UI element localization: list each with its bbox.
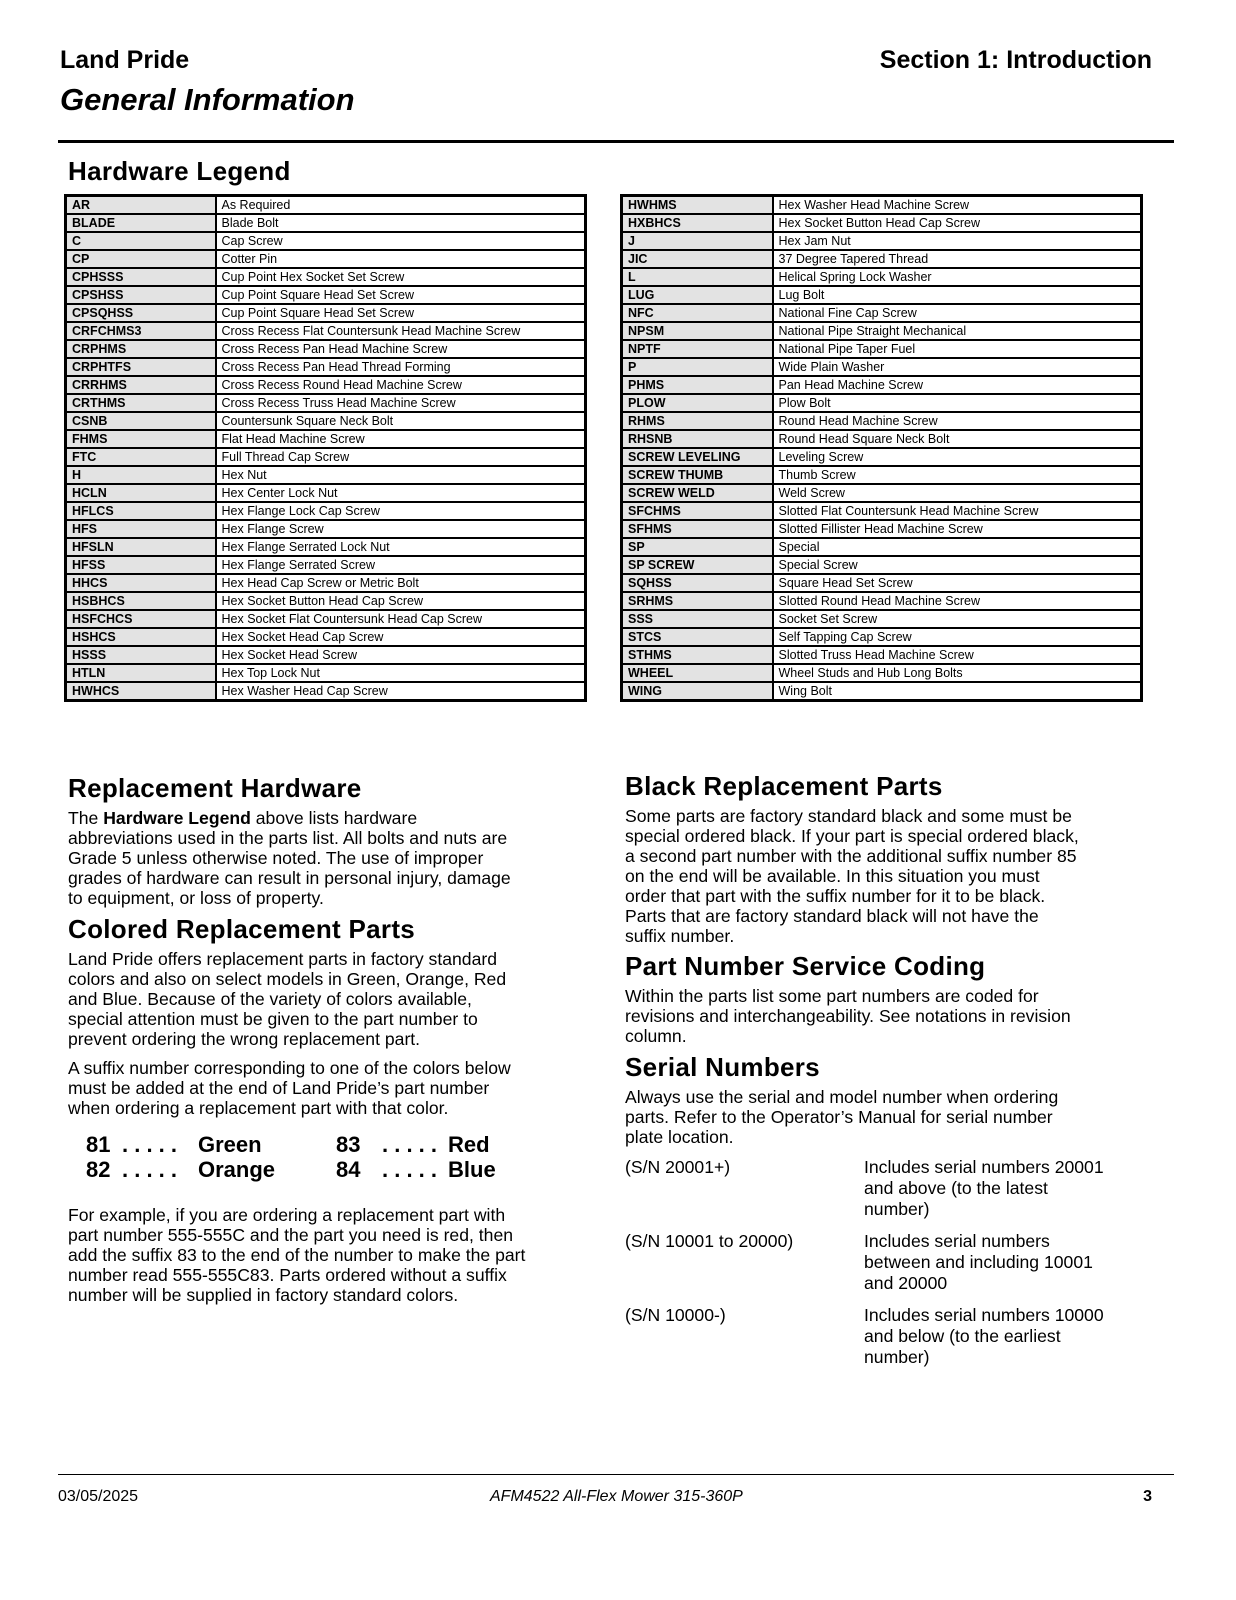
legend-row (622, 574, 1142, 592)
hardware-legend-table-left (64, 194, 587, 702)
legend-description: Slotted Fillister Head Machine Screw (773, 520, 1142, 538)
legend-description: Pan Head Machine Screw (773, 376, 1142, 394)
replacement-hardware-text (68, 808, 588, 908)
legend-row (622, 448, 1142, 466)
legend-row (622, 358, 1142, 376)
legend-abbreviation: BLADE (66, 214, 216, 232)
legend-abbreviation: NPSM (622, 322, 773, 340)
legend-abbreviation: PLOW (622, 394, 773, 412)
text-line: Includes serial numbers 20001 (864, 1157, 1104, 1177)
colored-parts-para-1 (68, 949, 588, 1049)
legend-description: Hex Socket Head Cap Screw (216, 628, 586, 646)
legend-description: Cross Recess Pan Head Thread Forming (216, 358, 586, 376)
legend-row (66, 232, 586, 250)
text-line: Land Pride offers replacement parts in factory standard (68, 949, 498, 969)
page-number: 3 (1143, 1488, 1152, 1505)
legend-description: Special Screw (773, 556, 1142, 574)
legend-row (66, 358, 586, 376)
legend-row (66, 628, 586, 646)
legend-abbreviation: RHSNB (622, 430, 773, 448)
legend-description: National Pipe Taper Fuel (773, 340, 1142, 358)
legend-abbreviation: HSBHCS (66, 592, 216, 610)
legend-abbreviation: HXBHCS (622, 214, 773, 232)
legend-row (622, 592, 1142, 610)
footer-document-title: AFM4522 All-Flex Mower 315-360P (490, 1488, 743, 1505)
legend-row (66, 394, 586, 412)
black-parts-text (625, 806, 1155, 946)
hardware-legend-heading: Hardware Legend (68, 156, 291, 186)
legend-abbreviation: HFS (66, 520, 216, 538)
color-name: Orange (198, 1157, 276, 1182)
section-title: Section 1: Introduction (879, 46, 1152, 74)
legend-abbreviation: SRHMS (622, 592, 773, 610)
replacement-hardware-line: to equipment, or loss of property. (68, 888, 324, 908)
legend-row (66, 376, 586, 394)
legend-description: Hex Center Lock Nut (216, 484, 586, 502)
legend-description: Leveling Screw (773, 448, 1142, 466)
legend-abbreviation: HSFCHCS (66, 610, 216, 628)
legend-description: Hex Socket Button Head Cap Screw (216, 592, 586, 610)
text-line: Within the parts list some part numbers are coded for (625, 986, 1039, 1006)
legend-description: Weld Screw (773, 484, 1142, 502)
legend-row (622, 412, 1142, 430)
legend-description: Wheel Studs and Hub Long Bolts (773, 664, 1142, 682)
legend-description: Special (773, 538, 1142, 556)
legend-row (622, 394, 1142, 412)
legend-description: As Required (216, 196, 586, 215)
legend-description: Helical Spring Lock Washer (773, 268, 1142, 286)
text-line: add the suffix 83 to the end of the number to make the part (68, 1245, 526, 1265)
legend-abbreviation: HHCS (66, 574, 216, 592)
text-line: and 20000 (864, 1273, 948, 1293)
legend-abbreviation: SP (622, 538, 773, 556)
legend-description: Hex Washer Head Machine Screw (773, 196, 1142, 215)
legend-description: Cross Recess Pan Head Machine Screw (216, 340, 586, 358)
text-line: Parts that are factory standard black will not have the (625, 906, 1039, 926)
text-line: colors and also on select models in Green, Orange, Red (68, 969, 507, 989)
legend-description: Cross Recess Round Head Machine Screw (216, 376, 586, 394)
color-dots: . . . . . (122, 1132, 178, 1157)
legend-description: Round Head Square Neck Bolt (773, 430, 1142, 448)
legend-description: Cross Recess Flat Countersunk Head Machine Screw (216, 322, 586, 340)
text-line: A suffix number corresponding to one of the colors below (68, 1058, 511, 1078)
legend-row (622, 196, 1142, 215)
legend-abbreviation: C (66, 232, 216, 250)
text-line: suffix number. (625, 926, 735, 946)
black-parts-heading: Black Replacement Parts (625, 771, 943, 801)
legend-row (622, 682, 1142, 701)
text-line: Includes serial numbers 10000 (864, 1305, 1104, 1325)
text-line: Always use the serial and model number when ordering (625, 1087, 1059, 1107)
legend-row (66, 214, 586, 232)
legend-abbreviation: HFSLN (66, 538, 216, 556)
color-name: Blue (448, 1157, 496, 1182)
legend-description: Hex Socket Button Head Cap Screw (773, 214, 1142, 232)
legend-abbreviation: CRPHMS (66, 340, 216, 358)
legend-row (66, 610, 586, 628)
text-line: number will be supplied in factory standard colors. (68, 1285, 459, 1305)
legend-abbreviation: RHMS (622, 412, 773, 430)
text-line: For example, if you are ordering a replacement part with (68, 1205, 506, 1225)
color-code: 81 (86, 1132, 111, 1157)
text-line: when ordering a replacement part with that color. (68, 1098, 449, 1118)
legend-description: Hex Socket Head Screw (216, 646, 586, 664)
color-code: 82 (86, 1157, 111, 1182)
legend-row (66, 250, 586, 268)
legend-row (66, 574, 586, 592)
legend-description: Hex Flange Serrated Screw (216, 556, 586, 574)
page-title: General Information (60, 82, 355, 117)
legend-row (66, 502, 586, 520)
color-name: Green (198, 1132, 262, 1157)
legend-abbreviation: FTC (66, 448, 216, 466)
text-line: number) (864, 1199, 930, 1219)
legend-row (622, 484, 1142, 502)
hardware-legend-table-right (620, 194, 1143, 702)
text-line: prevent ordering the wrong replacement part. (68, 1029, 421, 1049)
legend-abbreviation: AR (66, 196, 216, 215)
text-line: a second part number with the additional suffix number 85 (625, 846, 1077, 866)
text-line: on the end will be available. In this situation you must (625, 866, 1040, 886)
text-line: number read 555-555C83. Parts ordered without a suffix (68, 1265, 507, 1285)
legend-description: Countersunk Square Neck Bolt (216, 412, 586, 430)
legend-row (622, 322, 1142, 340)
serial-range: (S/N 10000-) (625, 1305, 726, 1325)
legend-description: Square Head Set Screw (773, 574, 1142, 592)
legend-row (66, 556, 586, 574)
serial-numbers-heading: Serial Numbers (625, 1052, 820, 1082)
legend-row (66, 592, 586, 610)
legend-row (622, 466, 1142, 484)
serial-numbers-text (625, 1087, 1155, 1147)
legend-abbreviation: CSNB (66, 412, 216, 430)
legend-description: Hex Socket Flat Countersunk Head Cap Screw (216, 610, 586, 628)
legend-description: Slotted Round Head Machine Screw (773, 592, 1142, 610)
legend-row (66, 304, 586, 322)
legend-description: Hex Head Cap Screw or Metric Bolt (216, 574, 586, 592)
text-line: Includes serial numbers (864, 1231, 1050, 1251)
text-line: special ordered black. If your part is special ordered black, (625, 826, 1079, 846)
legend-row (66, 484, 586, 502)
legend-row (66, 466, 586, 484)
legend-description: Hex Top Lock Nut (216, 664, 586, 682)
legend-row (622, 628, 1142, 646)
text-line: part number 555-555C and the part you need is red, then (68, 1225, 514, 1245)
legend-description: Cup Point Square Head Set Screw (216, 286, 586, 304)
legend-row (622, 250, 1142, 268)
text-line: and Blue. Because of the variety of colors available, (68, 989, 472, 1009)
legend-description: Slotted Flat Countersunk Head Machine Screw (773, 502, 1142, 520)
legend-row (622, 502, 1142, 520)
legend-description: Cap Screw (216, 232, 586, 250)
legend-description: Round Head Machine Screw (773, 412, 1142, 430)
legend-row (622, 646, 1142, 664)
legend-row (622, 664, 1142, 682)
legend-abbreviation: SCREW WELD (622, 484, 773, 502)
replacement-hardware-line: Grade 5 unless otherwise noted. The use of improper (68, 848, 484, 868)
legend-description: Hex Flange Serrated Lock Nut (216, 538, 586, 556)
legend-row (622, 430, 1142, 448)
text-line: plate location. (625, 1127, 734, 1147)
service-coding-heading: Part Number Service Coding (625, 951, 986, 981)
legend-row (66, 664, 586, 682)
legend-description: Flat Head Machine Screw (216, 430, 586, 448)
color-dots: . . . . . (382, 1132, 438, 1157)
legend-abbreviation: HFSS (66, 556, 216, 574)
legend-description: Cross Recess Truss Head Machine Screw (216, 394, 586, 412)
legend-description: Hex Jam Nut (773, 232, 1142, 250)
legend-abbreviation: SFHMS (622, 520, 773, 538)
legend-abbreviation: J (622, 232, 773, 250)
legend-description: Thumb Screw (773, 466, 1142, 484)
legend-row (66, 520, 586, 538)
text-line: column. (625, 1026, 687, 1046)
legend-abbreviation: STHMS (622, 646, 773, 664)
replacement-hardware-line: abbreviations used in the parts list. All bolts and nuts are (68, 828, 508, 848)
legend-abbreviation: CRPHTFS (66, 358, 216, 376)
legend-row (66, 286, 586, 304)
color-dots: . . . . . (382, 1157, 438, 1182)
color-name: Red (448, 1132, 490, 1157)
legend-abbreviation: WHEEL (622, 664, 773, 682)
legend-abbreviation: HSSS (66, 646, 216, 664)
legend-abbreviation: CPSHSS (66, 286, 216, 304)
color-code: 84 (336, 1157, 361, 1182)
color-code: 83 (336, 1132, 361, 1157)
legend-abbreviation: P (622, 358, 773, 376)
legend-description: Wing Bolt (773, 682, 1142, 701)
legend-row (622, 340, 1142, 358)
serial-range: (S/N 20001+) (625, 1157, 731, 1177)
legend-description: 37 Degree Tapered Thread (773, 250, 1142, 268)
serial-range-description (864, 1231, 1154, 1294)
legend-row (66, 340, 586, 358)
legend-abbreviation: L (622, 268, 773, 286)
legend-description: Slotted Truss Head Machine Screw (773, 646, 1142, 664)
colored-parts-heading: Colored Replacement Parts (68, 914, 416, 944)
legend-abbreviation: HCLN (66, 484, 216, 502)
serial-range-description (864, 1305, 1154, 1368)
legend-abbreviation: NFC (622, 304, 773, 322)
legend-description: Hex Flange Screw (216, 520, 586, 538)
legend-row (622, 232, 1142, 250)
text-line: and above (to the latest (864, 1178, 1048, 1198)
legend-abbreviation: H (66, 466, 216, 484)
text-line: between and including 10001 (864, 1252, 1093, 1272)
legend-row (622, 304, 1142, 322)
service-coding-text (625, 986, 1155, 1046)
legend-row (66, 448, 586, 466)
legend-abbreviation: CRFCHMS3 (66, 322, 216, 340)
legend-row (66, 646, 586, 664)
legend-row (622, 610, 1142, 628)
legend-abbreviation: FHMS (66, 430, 216, 448)
legend-row (622, 556, 1142, 574)
legend-description: National Fine Cap Screw (773, 304, 1142, 322)
legend-abbreviation: SCREW LEVELING (622, 448, 773, 466)
colored-parts-para-3 (68, 1205, 598, 1305)
legend-abbreviation: PHMS (622, 376, 773, 394)
replacement-hardware-heading: Replacement Hardware (68, 773, 362, 803)
legend-description: Hex Nut (216, 466, 586, 484)
legend-abbreviation: CRRHMS (66, 376, 216, 394)
replacement-hardware-line: The Hardware Legend above lists hardware (68, 808, 418, 828)
legend-description: Lug Bolt (773, 286, 1142, 304)
footer-date: 03/05/2025 (58, 1488, 139, 1505)
text-line: special attention must be given to the part number to (68, 1009, 478, 1029)
legend-row (66, 268, 586, 286)
legend-description: Wide Plain Washer (773, 358, 1142, 376)
legend-row (66, 412, 586, 430)
text-line: Some parts are factory standard black and some must be (625, 806, 1072, 826)
legend-abbreviation: CRTHMS (66, 394, 216, 412)
hardware-legend-reference: Hardware Legend (103, 808, 251, 828)
legend-row (622, 538, 1142, 556)
legend-description: Hex Flange Lock Cap Screw (216, 502, 586, 520)
legend-abbreviation: JIC (622, 250, 773, 268)
text-line: parts. Refer to the Operator’s Manual for serial number (625, 1107, 1053, 1127)
legend-abbreviation: CPSQHSS (66, 304, 216, 322)
legend-abbreviation: HSHCS (66, 628, 216, 646)
text-line: order that part with the suffix number for it to be black. (625, 886, 1046, 906)
legend-row (66, 196, 586, 215)
legend-abbreviation: SP SCREW (622, 556, 773, 574)
legend-description: Cup Point Hex Socket Set Screw (216, 268, 586, 286)
color-dots: . . . . . (122, 1157, 178, 1182)
serial-range: (S/N 10001 to 20000) (625, 1231, 794, 1251)
legend-row (622, 286, 1142, 304)
legend-abbreviation: LUG (622, 286, 773, 304)
header-divider (58, 140, 1174, 143)
legend-abbreviation: CP (66, 250, 216, 268)
text-line: number) (864, 1347, 930, 1367)
legend-row (66, 538, 586, 556)
text-line: and below (to the earliest (864, 1326, 1061, 1346)
legend-row (66, 682, 586, 701)
text-line: revisions and interchangeability. See notations in revision (625, 1006, 1071, 1026)
legend-description: Blade Bolt (216, 214, 586, 232)
legend-abbreviation: HWHMS (622, 196, 773, 215)
legend-abbreviation: SCREW THUMB (622, 466, 773, 484)
colored-parts-para-2 (68, 1058, 588, 1118)
legend-abbreviation: NPTF (622, 340, 773, 358)
serial-range-description (864, 1157, 1154, 1220)
legend-row (622, 214, 1142, 232)
legend-abbreviation: SFCHMS (622, 502, 773, 520)
legend-abbreviation: SSS (622, 610, 773, 628)
legend-description: Cup Point Square Head Set Screw (216, 304, 586, 322)
legend-abbreviation: SQHSS (622, 574, 773, 592)
legend-description: Plow Bolt (773, 394, 1142, 412)
brand-name: Land Pride (60, 46, 190, 74)
legend-description: Self Tapping Cap Screw (773, 628, 1142, 646)
legend-description: Full Thread Cap Screw (216, 448, 586, 466)
text-line: must be added at the end of Land Pride’s part number (68, 1078, 490, 1098)
legend-row (66, 430, 586, 448)
legend-description: Socket Set Screw (773, 610, 1142, 628)
legend-description: Hex Washer Head Cap Screw (216, 682, 586, 701)
legend-abbreviation: HFLCS (66, 502, 216, 520)
legend-abbreviation: CPHSSS (66, 268, 216, 286)
legend-row (66, 322, 586, 340)
replacement-hardware-line: grades of hardware can result in personal injury, damage (68, 868, 511, 888)
footer-divider (58, 1474, 1174, 1475)
legend-row (622, 376, 1142, 394)
legend-description: Cotter Pin (216, 250, 586, 268)
legend-abbreviation: HWHCS (66, 682, 216, 701)
legend-row (622, 268, 1142, 286)
legend-abbreviation: HTLN (66, 664, 216, 682)
legend-row (622, 520, 1142, 538)
legend-abbreviation: WING (622, 682, 773, 701)
legend-description: National Pipe Straight Mechanical (773, 322, 1142, 340)
legend-abbreviation: STCS (622, 628, 773, 646)
